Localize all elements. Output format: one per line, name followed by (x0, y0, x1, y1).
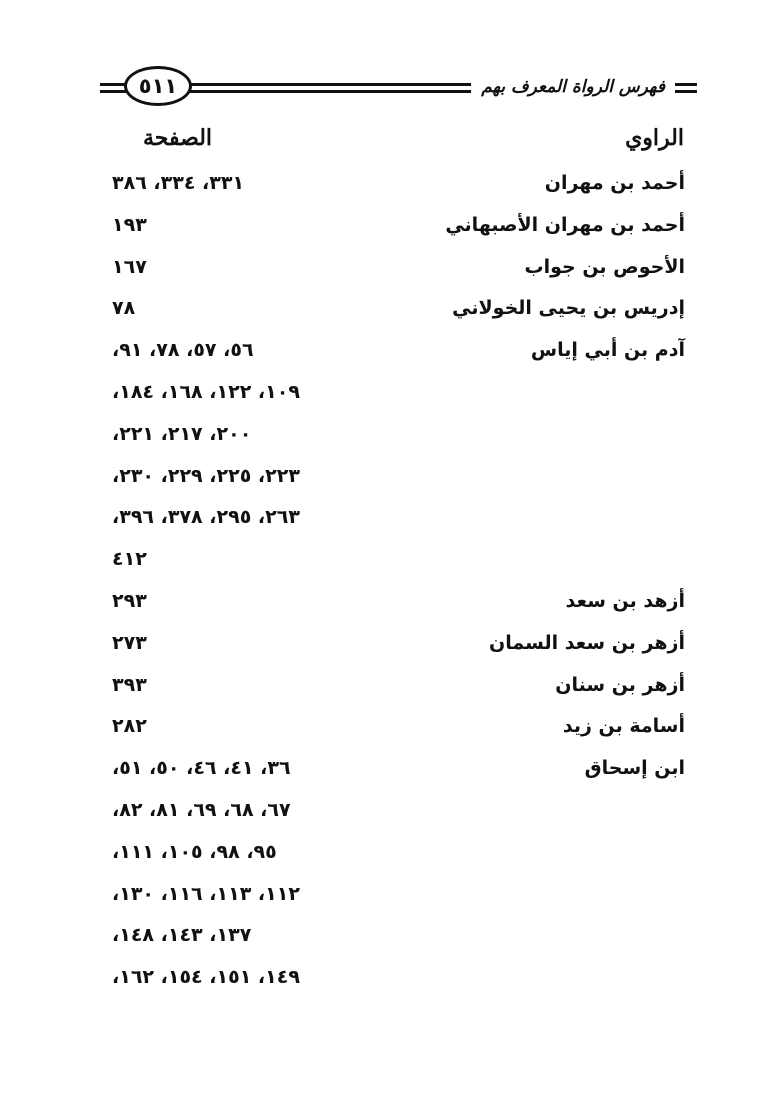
table-row (0, 165, 767, 201)
narrator-name: أحمد بن مهران الأصبهاني (445, 213, 685, 236)
page-references: ١٤٩، ١٥١، ١٥٤، ١٦٢، (112, 966, 300, 989)
table-row (0, 290, 767, 326)
narrator-name: آدم بن أبي إياس (530, 339, 685, 362)
page-references: ٢٠٠، ٢١٧، ٢٢١، (112, 422, 252, 445)
page-references: ٢٨٢ (112, 715, 147, 738)
table-row (0, 207, 767, 243)
page-references: ٣٦، ٤١، ٤٦، ٥٠، ٥١، (112, 757, 291, 780)
narrator-name: إدريس بن يحيى الخولاني (452, 297, 685, 320)
page-references: ٦٧، ٦٨، ٦٩، ٨١، ٨٢، (112, 799, 291, 821)
page-references: ١٣٧، ١٤٣، ١٤٨، (112, 924, 252, 947)
page-references: ٧٨ (112, 297, 136, 320)
page-references: ٢٧٣ (112, 631, 147, 654)
table-row (0, 708, 767, 744)
narrator-name: أزهد بن سعد (565, 590, 685, 612)
narrator-name: الأحوص بن جواب (524, 255, 685, 278)
table-row (0, 917, 767, 953)
table-row (0, 876, 767, 912)
table-row (0, 332, 767, 368)
table-row (0, 834, 767, 870)
column-header-page: الصفحة (143, 125, 213, 151)
table-row (0, 249, 767, 285)
page-references: ٢٦٣، ٢٩٥، ٣٧٨، ٣٩٦، (112, 506, 300, 529)
page-references: ١١٢، ١١٣، ١١٦، ١٣٠، (112, 882, 300, 905)
page-references: ١٦٧ (112, 255, 147, 278)
page-references: ٣٩٣ (112, 673, 147, 696)
table-row (0, 625, 767, 661)
table-row (0, 374, 767, 410)
table-row (0, 458, 767, 494)
page-references: ٩٥، ٩٨، ١٠٥، ١١١، (112, 840, 277, 863)
narrator-name: أحمد بن مهران (544, 172, 685, 194)
page-references: ٢٢٣، ٢٢٥، ٢٢٩، ٢٣٠، (112, 464, 300, 487)
column-header-narrator: الراوي (625, 125, 684, 151)
table-row (0, 416, 767, 452)
narrator-name: أزهر بن سعد السمان (489, 631, 685, 654)
table-row (0, 667, 767, 703)
narrator-name: أزهر بن سنان (555, 673, 685, 696)
page-references: ٤١٢ (112, 548, 147, 571)
narrator-name: ابن إسحاق (584, 757, 685, 780)
page-references: ١٩٣ (112, 213, 147, 236)
narrator-name: أسامة بن زيد (562, 715, 685, 738)
table-row (0, 959, 767, 995)
table-row (0, 499, 767, 535)
page-references: ١٠٩، ١٢٢، ١٦٨، ١٨٤، (112, 381, 300, 403)
running-title: فهرس الرواة المعرف بهم (471, 73, 675, 101)
table-row (0, 583, 767, 619)
page-header (100, 62, 697, 104)
page-references: ٣٣١، ٣٣٤، ٣٨٦ (112, 172, 245, 194)
page-references: ٢٩٣ (112, 590, 147, 612)
table-row (0, 750, 767, 786)
table-row (0, 792, 767, 828)
table-row (0, 541, 767, 577)
page-number: ٥١١ (124, 66, 192, 106)
page-references: ٥٦، ٥٧، ٧٨، ٩١، (112, 339, 254, 362)
